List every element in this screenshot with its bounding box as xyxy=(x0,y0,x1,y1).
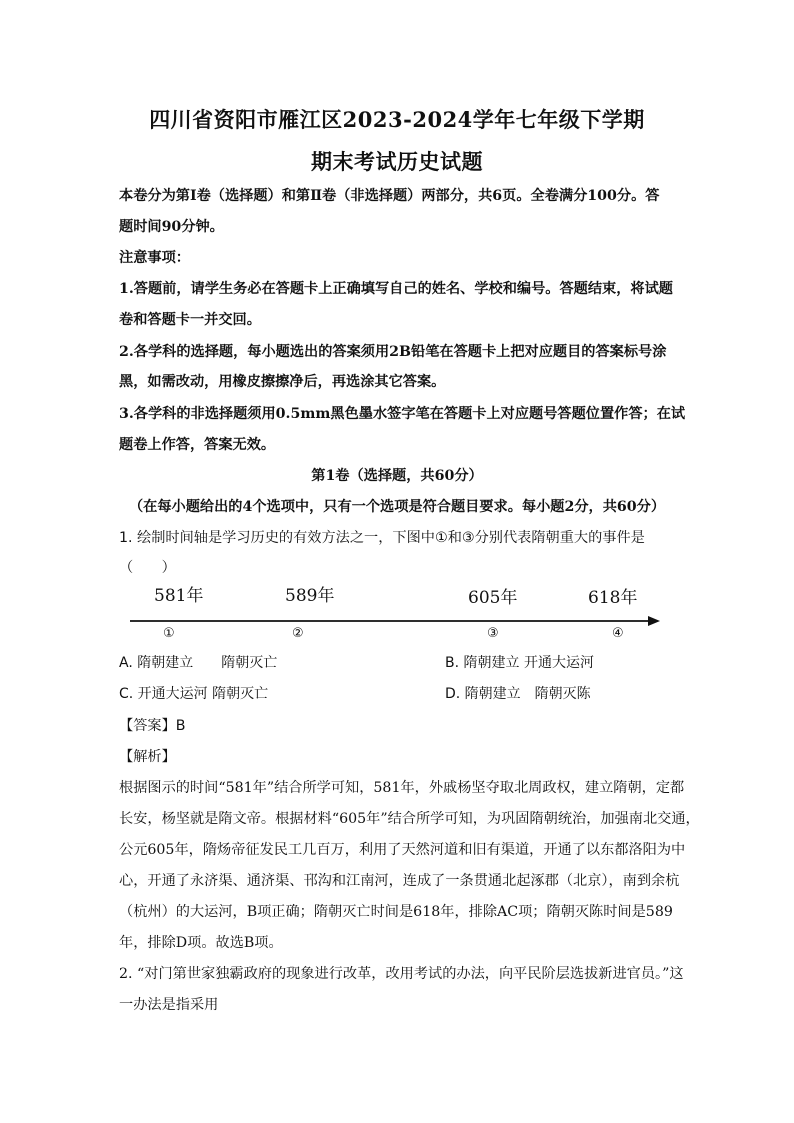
notice-heading: 注意事项： xyxy=(119,250,190,266)
page-title-line1: 四川省资阳市雁江区2023-2024学年七年级下学期 xyxy=(149,107,645,132)
analysis-line: 长安，杨坚就是隋文帝。根据材料“605年”结合所学可知，为巩固隋朝统治，加强南北交通， xyxy=(119,811,700,827)
intro-line-2: 题时间90分钟。 xyxy=(119,219,224,235)
notice-line: 卷和答题卡一并交回。 xyxy=(119,312,261,328)
analysis-line: 公元605年，隋炀帝征发民工几百万，利用了天然河道和旧有渠道，开通了以东都洛阳为中 xyxy=(119,842,686,858)
timeline-figure xyxy=(118,578,666,648)
timeline-marker: ④ xyxy=(612,626,624,641)
timeline-year: 618年 xyxy=(588,588,638,608)
notice-line: 黑，如需改动，用橡皮擦擦净后，再选涂其它答案。 xyxy=(119,374,446,390)
timeline-year: 581年 xyxy=(154,586,204,606)
answer-label: 【答案】B xyxy=(119,718,186,734)
option-a: A. 隋朝建立 隋朝灭亡 xyxy=(119,655,278,671)
timeline-year: 589年 xyxy=(285,586,335,606)
notice-line: 2.各学科的选择题，每小题选出的答案须用2B铅笔在答题卡上把对应题目的答案标号涂 xyxy=(119,344,667,360)
notice-line: 3.各学科的非选择题须用0.5mm黑色墨水签字笔在答题卡上对应题号答题位置作答；在试 xyxy=(119,406,686,422)
analysis-line: 年，排除D项。故选B项。 xyxy=(119,935,283,951)
analysis-label: 【解析】 xyxy=(119,749,176,765)
option-c: C. 开通大运河 隋朝灭亡 xyxy=(119,686,269,702)
timeline-year: 605年 xyxy=(468,588,518,608)
question-2-stem: 2. “对门第世家独霸政府的现象进行改革，改用考试的办法，向平民阶层选拔新进官员。”这 xyxy=(119,966,684,982)
timeline-marker: ③ xyxy=(487,626,499,641)
notice-line: 题卷上作答，答案无效。 xyxy=(119,437,276,453)
timeline-marker: ① xyxy=(163,626,175,641)
question-1-stem: 1. 绘制时间轴是学习历史的有效方法之一，下图中①和③分别代表隋朝重大的事件是 xyxy=(119,530,645,546)
notice-line: 1.答题前，请学生务必在答题卡上正确填写自己的姓名、学校和编号。答题结束，将试题 xyxy=(119,281,673,297)
option-b: B. 隋朝建立 开通大运河 xyxy=(445,655,594,671)
question-1-stem-blank: （ ） xyxy=(119,560,176,576)
timeline-arrow-icon xyxy=(648,616,660,626)
intro-line-1: 本卷分为第Ⅰ卷（选择题）和第Ⅱ卷（非选择题）两部分，共6页。全卷满分100分。答 xyxy=(119,188,660,204)
analysis-line: （杭州）的大运河，B项正确；隋朝灭亡时间是618年，排除AC项；隋朝灭陈时间是589 xyxy=(119,904,673,920)
section-heading: 第1卷（选择题，共60分） xyxy=(311,468,483,484)
question-2-stem-cont: 一办法是指采用 xyxy=(119,997,219,1013)
option-d: D. 隋朝建立 隋朝灭陈 xyxy=(445,686,591,702)
analysis-line: 心，开通了永济渠、通济渠、邗沟和江南河，连成了一条贯通北起涿郡（北京），南到余杭 xyxy=(119,873,680,889)
section-instruction: （在每小题给出的4个选项中，只有一个选项是符合题目要求。每小题2分，共60分） xyxy=(128,499,666,515)
timeline-marker: ② xyxy=(292,626,304,641)
page-title-line2: 期末考试历史试题 xyxy=(311,149,483,174)
analysis-line: 根据图示的时间“581年”结合所学可知，581年，外戚杨坚夺取北周政权，建立隋朝，定都 xyxy=(119,780,685,796)
